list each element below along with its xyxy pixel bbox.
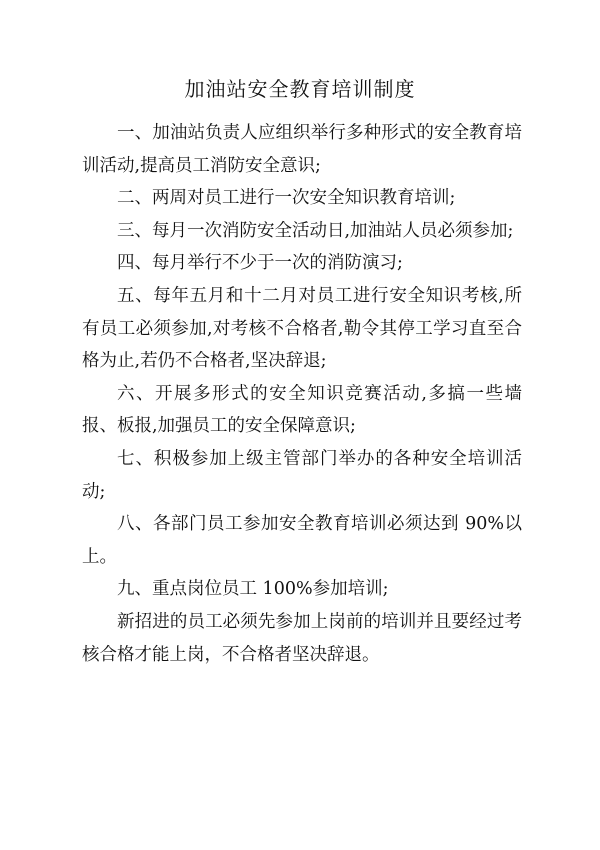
paragraph-8: 八、各部门员工参加安全教育培训必须达到 90%以上。: [82, 514, 522, 567]
paragraph-5: 五、每年五月和十二月对员工进行安全知识考核,所有员工必须参加,对考核不合格者,勒令其停工学习直至合格为止,若仍不合格者,坚决辞退;: [82, 285, 522, 372]
paragraph-7: 七、积极参加上级主管部门举办的各种安全培训活动;: [82, 448, 522, 502]
paragraph-9: 九、重点岗位员工 100%参加培训;: [117, 579, 389, 600]
paragraph-4: 四、每月举行不少于一次的消防演习;: [117, 253, 403, 274]
document-body: [82, 117, 522, 671]
paragraph-1: 一、加油站负责人应组织举行多种形式的安全教育培训活动,提高员工消防安全意识;: [82, 123, 522, 176]
paragraph-3: 三、每月一次消防安全活动日,加油站人员必须参加;: [117, 220, 514, 241]
paragraph-6: 六、开展多形式的安全知识竞赛活动,多搞一些墙报、板报,加强员工的安全保障意识;: [82, 383, 522, 437]
paragraph-10: 新招进的员工必须先参加上岗前的培训并且要经过考核合格才能上岗，不合格者坚决辞退。: [82, 611, 522, 665]
paragraph-2: 二、两周对员工进行一次安全知识教育培训;: [117, 188, 456, 209]
document-title: 加油站安全教育培训制度: [184, 77, 416, 101]
